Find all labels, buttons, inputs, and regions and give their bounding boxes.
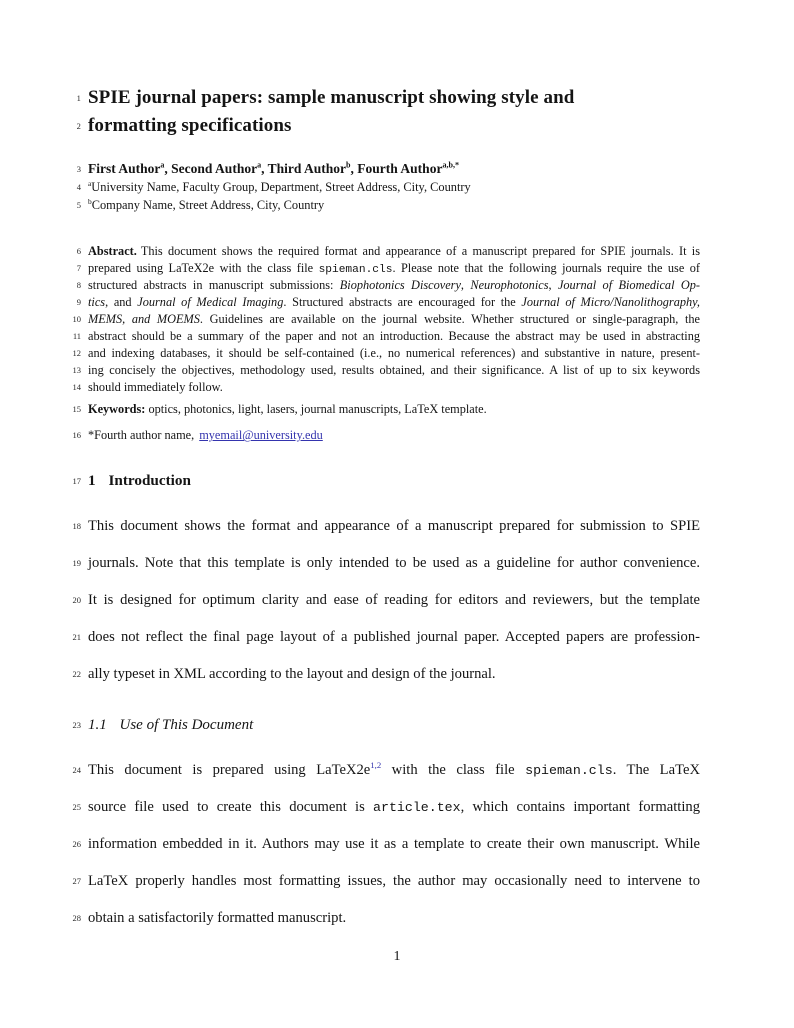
line-number: 10	[72, 313, 81, 324]
text-segment: . Please note that the following journals require the use of	[392, 261, 701, 276]
doc-line-15	[72, 401, 700, 418]
text-segment: LaTeX properly handles most formatting issues, the author may occasionally need to intervene to	[88, 872, 700, 889]
mono-segment: article.tex	[373, 800, 461, 816]
text-segment: ing concisely the objectives, methodology used, results obtained, and their significance. A list of up to six keywords	[88, 362, 700, 377]
line-text	[88, 470, 700, 492]
correspondence	[72, 427, 700, 444]
intro-paragraph	[72, 508, 700, 692]
doc-line-9	[76, 294, 700, 311]
line-text	[88, 656, 700, 693]
doc-line-21	[72, 619, 700, 656]
text-segment: , and	[105, 295, 138, 310]
line-number: 16	[72, 430, 81, 441]
line-text	[88, 508, 700, 545]
line-text	[88, 619, 700, 656]
text-segment: ally typeset in XML according to the layout and design of the journal.	[88, 665, 496, 682]
doc-line-23	[72, 714, 700, 736]
line-text	[88, 160, 700, 178]
text-segment: . Guidelines are available on the journal website. Whether structured or single-paragraph, the	[199, 311, 700, 326]
line-text	[88, 294, 700, 311]
text-segment: optics, photonics, light, lasers, journal manuscripts, LaTeX template.	[145, 402, 487, 417]
text-segment: ,	[548, 278, 558, 293]
italic-segment: Journal of Biomedical Op-	[557, 278, 700, 293]
line-number: 28	[72, 912, 81, 923]
text-segment: formatting specifications	[88, 115, 292, 136]
section-1-heading	[72, 470, 700, 492]
sup-segment: a	[160, 160, 165, 170]
line-text	[88, 379, 700, 396]
line-text	[88, 84, 700, 112]
author-line	[76, 160, 700, 178]
line-text	[88, 714, 700, 736]
line-number: 6	[76, 246, 81, 257]
line-number: 25	[72, 802, 81, 813]
doc-line-25	[72, 789, 701, 826]
doc-line-3	[76, 160, 700, 178]
line-text	[88, 427, 700, 444]
doc-line-18	[72, 508, 700, 545]
line-number: 1	[76, 93, 81, 103]
text-segment: and indexing databases, it should be self-contained (i.e., no numerical references) and substantive in nature, present-	[88, 345, 700, 360]
line-text	[88, 328, 700, 345]
line-number: 22	[72, 668, 81, 679]
line-number: 26	[72, 839, 81, 849]
text-segment: prepared using LaTeX2e with the class file	[88, 261, 319, 276]
line-text	[88, 112, 700, 140]
line-text	[88, 196, 700, 214]
line-number: 7	[76, 263, 81, 274]
italic-segment: Journal of Medical Imaging	[137, 295, 284, 310]
text-segment: journals. Note that this template is only intended to be used as a guideline for author convenience.	[88, 555, 700, 572]
italic-segment: Biophotonics Discovery	[339, 278, 461, 293]
line-text	[88, 362, 700, 379]
line-text	[88, 401, 700, 418]
doc-line-13	[72, 362, 700, 379]
line-number: 2	[76, 121, 81, 131]
line-text	[88, 545, 700, 582]
line-text	[88, 345, 700, 362]
document-body	[72, 0, 701, 936]
text-segment: University Name, Faculty Group, Department, Street Address, City, Country	[91, 180, 471, 194]
line-number: 24	[72, 765, 81, 776]
sup-segment: b	[346, 160, 351, 170]
line-text	[88, 311, 700, 328]
text-segment: *Fourth author name,	[88, 428, 195, 443]
bold-segment: Keywords:	[88, 402, 146, 417]
line-number: 23	[72, 720, 81, 731]
doc-line-19	[72, 545, 700, 582]
mono-segment: spieman.cls	[525, 763, 613, 779]
text-segment: . Structured abstracts are encouraged for the	[283, 295, 522, 310]
line-text	[88, 863, 700, 900]
line-text	[88, 178, 700, 196]
line-number: 19	[72, 558, 81, 569]
doc-line-28	[72, 900, 700, 937]
doc-line-14	[72, 379, 700, 396]
sup-segment: a	[88, 178, 92, 188]
line-number: 17	[72, 476, 81, 487]
italic-segment: MEMS, and MOEMS	[88, 311, 200, 326]
page-number: 1	[393, 949, 401, 964]
paper-title	[76, 0, 700, 140]
line-number: 15	[72, 404, 81, 415]
text-segment: Introduction	[108, 472, 191, 490]
text-segment: Use of This Document	[119, 717, 254, 734]
text-segment: SPIE journal papers: sample manuscript showing style and	[88, 87, 575, 108]
line-text	[88, 900, 700, 937]
doc-line-11	[72, 328, 700, 345]
text-segment: should immediately follow.	[88, 379, 223, 394]
doc-line-17	[72, 470, 700, 492]
sup-segment: a	[257, 160, 262, 170]
line-number: 18	[72, 521, 81, 532]
secnum-segment: 1	[88, 472, 96, 490]
line-number: 13	[72, 364, 81, 375]
doc-line-4	[76, 178, 700, 196]
doc-line-5	[76, 196, 700, 214]
italic-segment: tics	[88, 295, 106, 310]
line-number: 14	[72, 381, 81, 392]
text-segment: , which contains important formatting	[460, 799, 701, 816]
text-segment: obtain a satisfactorily formatted manuscript.	[88, 909, 347, 926]
secnum-segment: 1.1	[88, 717, 107, 734]
use-of-document-paragraph	[72, 752, 701, 936]
line-text	[88, 752, 700, 790]
line-number: 12	[72, 347, 81, 358]
line-number: 27	[72, 875, 81, 886]
mono-segment: spieman.cls	[318, 264, 393, 277]
line-number: 21	[72, 631, 81, 642]
doc-line-26	[72, 826, 700, 863]
text-segment: with the class file	[381, 762, 526, 779]
line-text	[88, 789, 700, 827]
line-number: 20	[72, 595, 81, 606]
text-segment: . The LaTeX	[612, 762, 700, 779]
doc-line-10	[72, 311, 700, 328]
sup-segment: a,b,*	[442, 160, 460, 170]
doc-line-7	[76, 260, 701, 277]
subsection-1-1-heading	[72, 714, 700, 736]
abstract	[72, 243, 701, 395]
bold-segment: Abstract.	[88, 244, 137, 259]
line-number: 8	[76, 280, 81, 291]
keywords	[72, 401, 700, 418]
doc-line-8	[76, 277, 700, 294]
line-number: 5	[76, 200, 81, 211]
text-segment: abstract should be a summary of the paper and not an introduction. Because the abstract may be used in abstracting	[88, 328, 700, 343]
email-link[interactable]: myemail@university.edu	[199, 428, 323, 443]
line-text	[88, 243, 700, 260]
doc-line-1	[76, 84, 700, 112]
text-segment: ,	[460, 278, 471, 293]
text-segment: , Fourth Author	[350, 161, 443, 176]
italic-segment: Journal of Micro/Nanolithography,	[521, 295, 700, 310]
text-segment: , Second Author	[164, 161, 258, 176]
line-number: 9	[76, 297, 81, 308]
text-segment: It is designed for optimum clarity and ease of reading for editors and reviewers, but the template	[88, 592, 700, 609]
doc-line-6	[76, 243, 700, 260]
doc-line-24	[72, 752, 700, 789]
doc-line-2	[76, 112, 700, 140]
text-segment: First Author	[88, 161, 161, 176]
line-text	[88, 582, 700, 619]
sup-segment: b	[88, 197, 92, 207]
text-segment: , Third Author	[261, 161, 347, 176]
doc-line-27	[72, 863, 700, 900]
doc-line-16	[72, 427, 700, 444]
line-text	[88, 277, 700, 294]
citation-ref-1-2[interactable]: 1,2	[370, 760, 382, 771]
line-number: 3	[76, 164, 81, 174]
affiliations	[76, 178, 700, 214]
text-segment: This document shows the required format and appearance of a manuscript prepared for SPIE journals. It is	[140, 244, 700, 259]
text-segment: This document shows the format and appearance of a manuscript prepared for submission to SPIE	[88, 518, 700, 535]
text-segment: Company Name, Street Address, City, Country	[91, 198, 325, 213]
italic-segment: Neurophotonics	[470, 278, 549, 293]
text-segment: structured abstracts in manuscript submissions:	[88, 278, 340, 293]
text-segment: does not reflect the final page layout of a published journal paper. Accepted papers are profession-	[88, 628, 700, 645]
line-text	[88, 826, 700, 863]
text-segment: This document is prepared using LaTeX2e	[88, 762, 371, 779]
text-segment: source file used to create this document is	[88, 799, 374, 816]
doc-line-22	[72, 656, 700, 693]
line-number: 11	[72, 330, 81, 341]
doc-line-20	[72, 582, 700, 619]
text-segment: information embedded in it. Authors may use it as a template to create their own manuscript. While	[88, 836, 700, 852]
doc-line-12	[72, 345, 700, 362]
line-number: 4	[76, 182, 81, 192]
